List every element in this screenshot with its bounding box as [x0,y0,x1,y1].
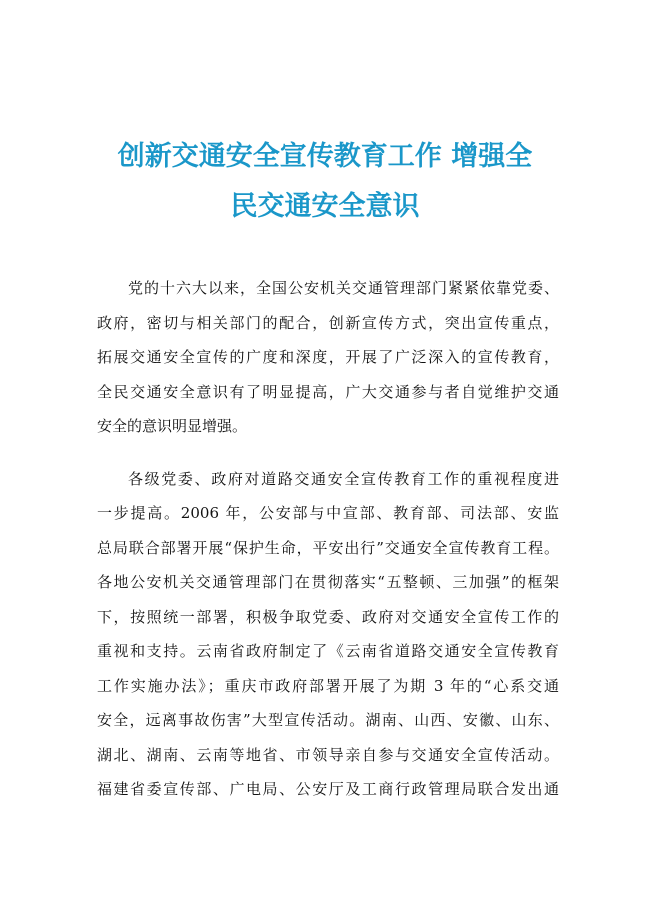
paragraph-line: 一步提高。2006 年，公安部与中宣部、教育部、司法部、安监 [97,504,559,522]
paragraph-line: 党的十六大以来，全国公安机关交通管理部门紧紧依靠党委、 [128,279,559,297]
paragraph-line: 各级党委、政府对道路交通安全宣传教育工作的重视程度进 [128,469,559,488]
paragraph-line: 福建省委宣传部、广电局、公安厅及工商行政管理局联合发出通 [97,780,559,798]
paragraph-1 [97,271,559,444]
paragraph-2 [97,462,559,807]
paragraph-line: 政府，密切与相关部门的配合，创新宣传方式，突出宣传重点， [97,313,559,332]
title-line-2: 民交通安全意识 [230,191,420,222]
paragraph-line: 总局联合部署开展“保护生命，平安出行”交通安全宣传教育工程。 [97,538,559,557]
document-body [97,271,559,807]
paragraph-line: 安全的意识明显增强。 [97,417,248,435]
paragraph-line: 各地公安机关交通管理部门在贯彻落实“五整顿、三加强”的框架 [97,573,559,591]
paragraph-line: 安全，远离事故伤害”大型宣传活动。湖南、山西、安徽、山东、 [97,711,559,729]
title-line-1: 创新交通安全宣传教育工作 增强全 [117,141,533,172]
document-title [90,132,560,232]
paragraph-line: 全民交通安全意识有了明显提高，广大交通参与者自觉维护交通 [97,382,559,401]
paragraph-line: 拓展交通安全宣传的广度和深度，开展了广泛深入的宣传教育， [97,348,559,366]
paragraph-line: 下，按照统一部署，积极争取党委、政府对交通安全宣传工作的 [97,607,559,626]
paragraph-line: 重视和支持。云南省政府制定了《云南省道路交通安全宣传教育 [97,642,559,660]
paragraph-line: 工作实施办法》；重庆市政府部署开展了为期 3 年的“心系交通 [97,676,559,695]
paragraph-line: 湖北、湖南、云南等地省、市领导亲自参与交通安全宣传活动。 [97,745,559,764]
